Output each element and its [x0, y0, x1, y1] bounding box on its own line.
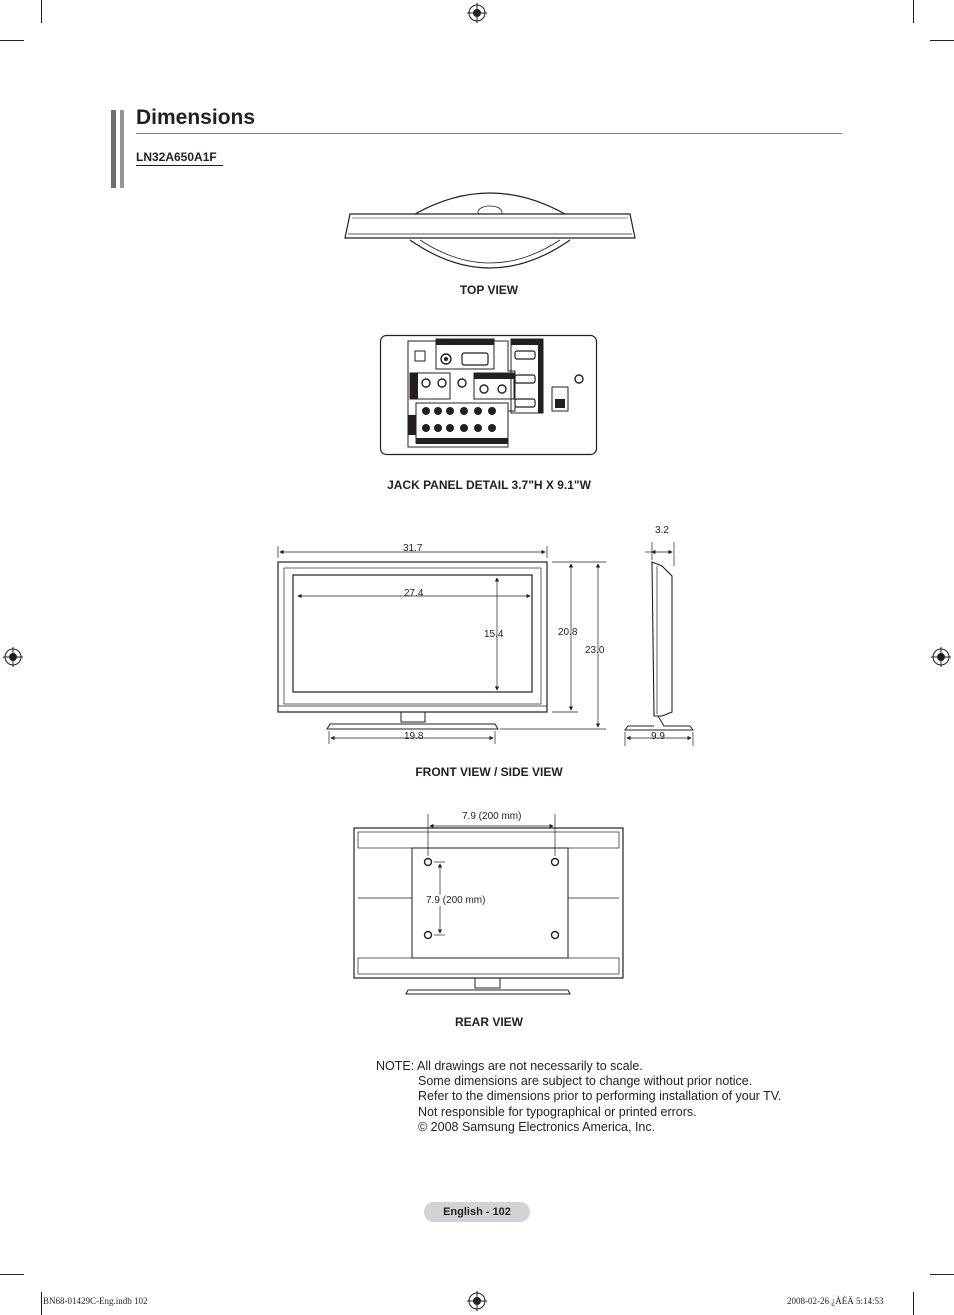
crop-mark	[930, 40, 954, 41]
page-number-badge: English - 102	[424, 1202, 530, 1222]
front-side-view-drawing	[270, 538, 700, 748]
note-line: Not responsible for typographical or printed errors.	[418, 1104, 697, 1119]
overall-width-label: 31.7	[403, 543, 423, 554]
crop-mark	[41, 1292, 42, 1315]
top-view-drawing	[340, 188, 640, 272]
vesa-vertical-label: 7.9 (200 mm)	[426, 895, 486, 906]
model-number: LN32A650A1F	[136, 150, 217, 164]
note-line: NOTE: All drawings are not necessarily to scale.	[376, 1059, 643, 1073]
registration-mark-icon	[467, 1291, 487, 1311]
note-block	[376, 1059, 781, 1135]
vesa-horizontal-label: 7.9 (200 mm)	[462, 811, 522, 822]
rear-view-caption: REAR VIEW	[454, 1015, 523, 1029]
note-line: Some dimensions are subject to change without prior notice.	[418, 1074, 753, 1089]
print-file-name: BN68-01429C-Eng.indb 102	[43, 1296, 148, 1306]
top-view-caption: TOP VIEW	[459, 283, 519, 297]
page-title: Dimensions	[136, 106, 256, 129]
registration-mark-icon	[931, 647, 951, 667]
screen-height-label: 15.4	[484, 629, 504, 640]
stand-width-label: 19.8	[404, 731, 424, 742]
rear-view-drawing	[350, 812, 630, 998]
note-line: © 2008 Samsung Electronics America, Inc.	[418, 1119, 656, 1134]
crop-mark	[41, 0, 42, 23]
total-height-label: 23.0	[585, 645, 605, 656]
title-divider	[136, 133, 842, 134]
note-line: Refer to the dimensions prior to performing installation of your TV.	[418, 1089, 782, 1104]
crop-mark	[0, 40, 24, 41]
body-height-label: 20.8	[558, 627, 578, 638]
front-side-view-caption: FRONT VIEW / SIDE VIEW	[415, 765, 563, 779]
jack-panel-drawing	[380, 335, 598, 456]
model-underline	[136, 165, 223, 166]
print-timestamp: 2008-02-26 ¿ÀÈÄ 5:14:53	[787, 1296, 884, 1306]
registration-mark-icon	[467, 3, 487, 23]
crop-mark	[913, 1292, 914, 1315]
crop-mark	[913, 0, 914, 23]
title-accent-bar	[111, 110, 116, 188]
crop-mark	[930, 1274, 954, 1275]
depth-label: 3.2	[655, 525, 669, 536]
jack-panel-caption: JACK PANEL DETAIL 3.7"H X 9.1"W	[387, 478, 591, 492]
screen-width-label: 27.4	[404, 588, 424, 599]
title-accent-bar	[120, 110, 124, 188]
crop-mark	[0, 1274, 24, 1275]
registration-mark-icon	[3, 647, 23, 667]
stand-depth-label: 9.9	[651, 731, 665, 742]
